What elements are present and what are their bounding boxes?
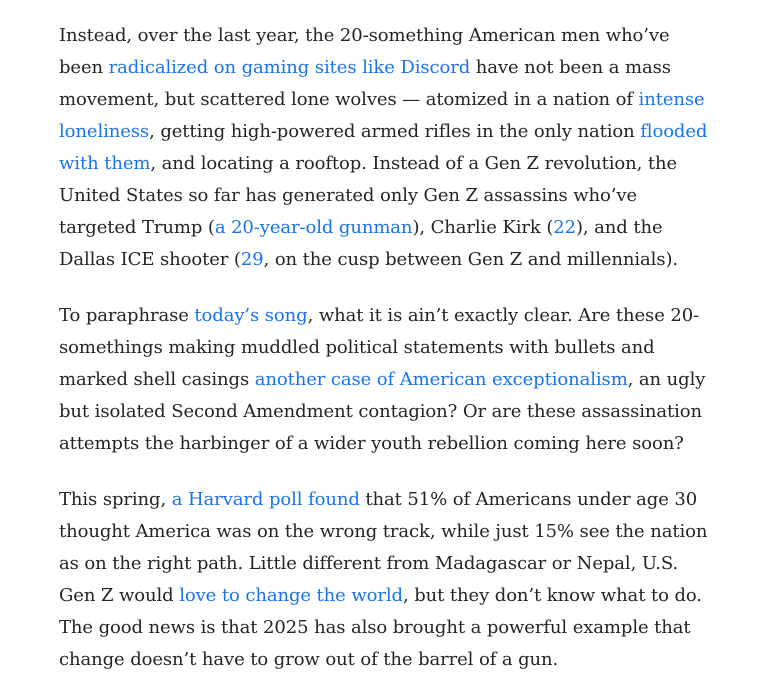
link-radicalized-gaming-sites[interactable]: radicalized on gaming sites like Discord [108,57,471,78]
link-harvard-poll[interactable]: a Harvard poll found [171,489,360,510]
paragraph-text: , and locating a rooftop. Instead of a Gen Z revolution, the United States so far has generated only Gen Z assassins who’ve targeted Trump ( [59,153,678,238]
link-22[interactable]: 22 [553,217,576,238]
paragraph-2 [59,300,714,460]
link-29[interactable]: 29 [240,249,264,270]
paragraph-text: , on the cusp between Gen Z and millennials). [263,249,679,270]
link-todays-song[interactable]: today’s song [194,305,308,326]
paragraph-text: Instead, over the last year, the 20-something American men who’ve been [59,25,670,78]
paragraph-text: , an ugly but isolated Second Amendment contagion? Or are these assassination attempts the harbinger of a wider youth rebellion coming here soon? [59,369,706,454]
link-love-to-change-the-world[interactable]: love to change the world [179,585,403,606]
paragraph-text: ), Charlie Kirk ( [412,217,554,238]
paragraph-text: that 51% of Americans under age 30 thought America was on the wrong track, while just 15% see the nation as on the right path. Little different from Madagascar or Nepal, U.S. Gen Z would [59,489,708,606]
paragraph-text: , getting high-powered armed rifles in the only nation [149,121,641,142]
paragraph-text: This spring, [59,489,172,510]
paragraph-3 [59,484,714,676]
paragraph-1 [59,20,714,276]
paragraph-text: , what it is ain’t exactly clear. Are these 20-somethings making muddled political statements with bullets and marked shell casings [59,305,700,390]
paragraph-text: ), and the Dallas ICE shooter ( [59,217,663,270]
link-american-exceptionalism[interactable]: another case of American exceptionalism [254,369,628,390]
paragraph-text: have not been a mass movement, but scattered lone wolves — atomized in a nation of [59,57,671,110]
link-flooded-with-them[interactable]: flooded with them [59,121,708,174]
paragraph-text: , but they don’t know what to do. The good news is that 2025 has also brought a powerful example that change doesn’t have to grow out of the barrel of a gun. [59,585,702,670]
link-20-year-old-gunman[interactable]: a 20-year-old gunman [214,217,413,238]
link-intense-loneliness[interactable]: intense loneliness [59,89,705,142]
paragraph-text: To paraphrase [59,305,195,326]
